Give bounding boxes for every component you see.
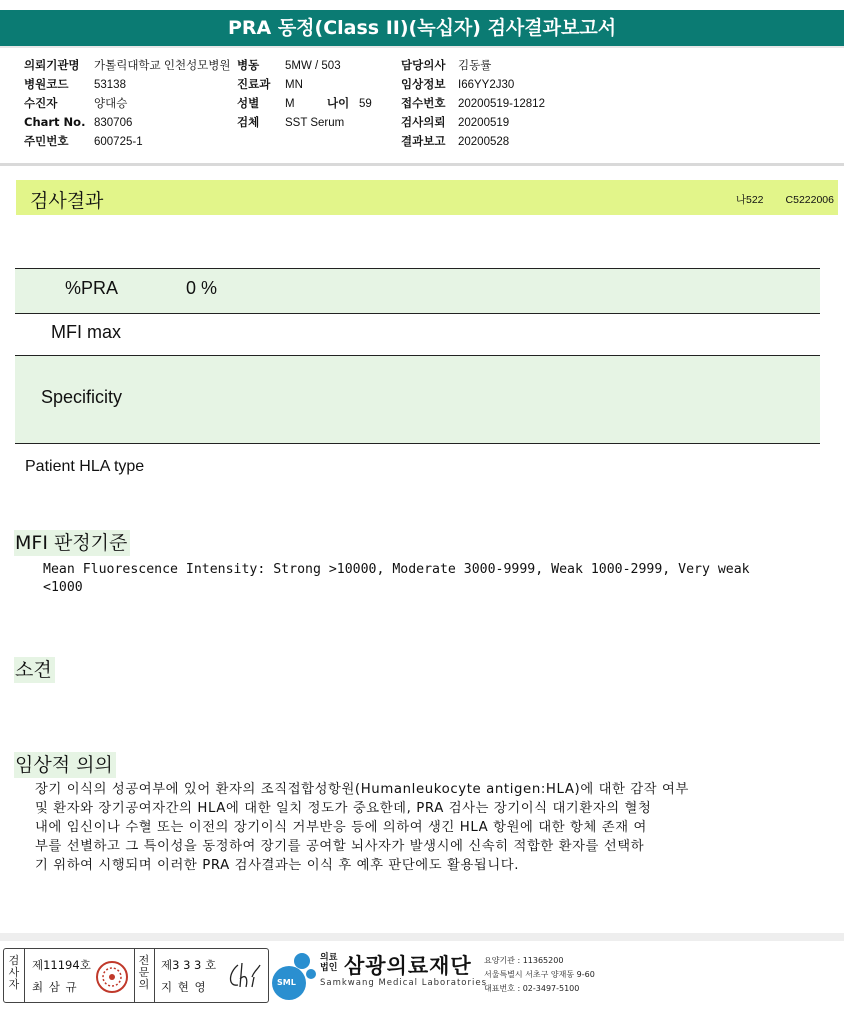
header-patient-name: 수진자 양대승 (24, 96, 128, 110)
header-institution: 의뢰기관명 가톨릭대학교 인천성모병원 (24, 58, 231, 72)
clinical-line: 부를 선별하고 그 특이성을 동정하여 장기를 공여할 뇌사자가 발생시에 신속히 적합한 환자를 선택하 (35, 839, 645, 854)
specialist-name: 지 현 영 (161, 980, 207, 994)
specificity-row (15, 356, 820, 444)
result-section-codes: 나522 C5222006 (735, 194, 834, 206)
clinical-title: 임상적 의의 (14, 752, 116, 778)
org-care-no: 요양기관 : 11365200 (484, 956, 564, 965)
org-english-name: Samkwang Medical Laboratories (320, 978, 488, 988)
mfi-label: MFI max (51, 322, 121, 342)
sml-logo-icon: SML (272, 966, 306, 1000)
header-ward: 병동 5MW / 503 (237, 58, 341, 72)
result-section-band (16, 180, 838, 215)
org-type: 의료 법인 (320, 953, 338, 973)
clinical-line: 내에 임신이나 수혈 또는 이전의 장기이식 거부반응 등에 의하여 생긴 HLA 항원에 대한 항체 존재 여 (35, 820, 647, 835)
header-specimen: 검체 SST Serum (237, 115, 345, 129)
header-receipt-no: 접수번호 20200519-12812 (401, 96, 545, 110)
footer-divider (0, 933, 844, 941)
header-resident-no: 주민번호 600725-1 (24, 134, 143, 148)
pra-row (15, 268, 820, 314)
signature-icon (224, 959, 264, 993)
org-name: 삼광의료재단 (344, 954, 472, 978)
mfi-criteria-line1: Mean Fluorescence Intensity: Strong >10000, Moderate 3000-9999, Weak 1000-2999, Very weak (43, 562, 750, 577)
result-section-title: 검사결과 (30, 190, 104, 212)
clinical-line: 기 위하여 시행되며 이러한 PRA 검사결과는 이식 후 예후 판단에도 활용됩니다. (35, 858, 520, 873)
header-physician: 담당의사 김동률 (401, 58, 492, 72)
mfi-criteria-title: MFI 판정기준 (14, 530, 130, 556)
org-phone: 대표번호 : 02-3497-5100 (484, 984, 580, 993)
clinical-text (35, 780, 820, 875)
org-address: 서울특별시 서초구 양재동 9-60 (484, 970, 595, 979)
clinical-line: 및 환자와 장기공여자간의 HLA에 대한 일치 정도가 중요한데, PRA 검사는 장기이식 대기환자의 혈청 (35, 801, 652, 816)
header-report-date: 결과보고 20200528 (401, 134, 510, 148)
pra-value: 0 % (186, 278, 218, 298)
org-contact (484, 954, 595, 996)
mfi-row (15, 313, 820, 356)
clinical-line: 장기 이식의 성공여부에 있어 환자의 조직접합성항원(Humanleukocyte antigen:HLA)에 대한 감작 여부 (35, 782, 689, 797)
header-department: 진료과 MN (237, 77, 303, 91)
header-chart-no: Chart No. 830706 (24, 115, 133, 129)
examiner-name: 최 삼 규 (32, 980, 78, 994)
mfi-criteria-line2: <1000 (43, 580, 83, 595)
header-divider (0, 163, 844, 166)
specialist-col-label: 전 문 의 (138, 954, 150, 991)
header-clinical-info: 임상정보 I66YY2J30 (401, 77, 515, 91)
pra-label: %PRA (65, 278, 119, 298)
header-sex: 성별 M 나이 59 (237, 96, 372, 110)
examiner-license: 제11194호 (32, 958, 91, 972)
patient-hla-type: Patient HLA type (25, 458, 145, 475)
report-title: PRA 동정(Class II)(녹십자) 검사결과보고서 (0, 10, 844, 48)
seal-stamp-icon (94, 959, 130, 995)
specialist-license: 제3 3 3 호 (161, 958, 217, 972)
signature-box (3, 948, 269, 1003)
opinion-title: 소견 (14, 657, 55, 683)
header-request-date: 검사의뢰 20200519 (401, 115, 510, 129)
examiner-col-label: 검 사 자 (8, 954, 20, 991)
specificity-label: Specificity (41, 387, 123, 407)
header-hospital-code: 병원코드 53138 (24, 77, 126, 91)
